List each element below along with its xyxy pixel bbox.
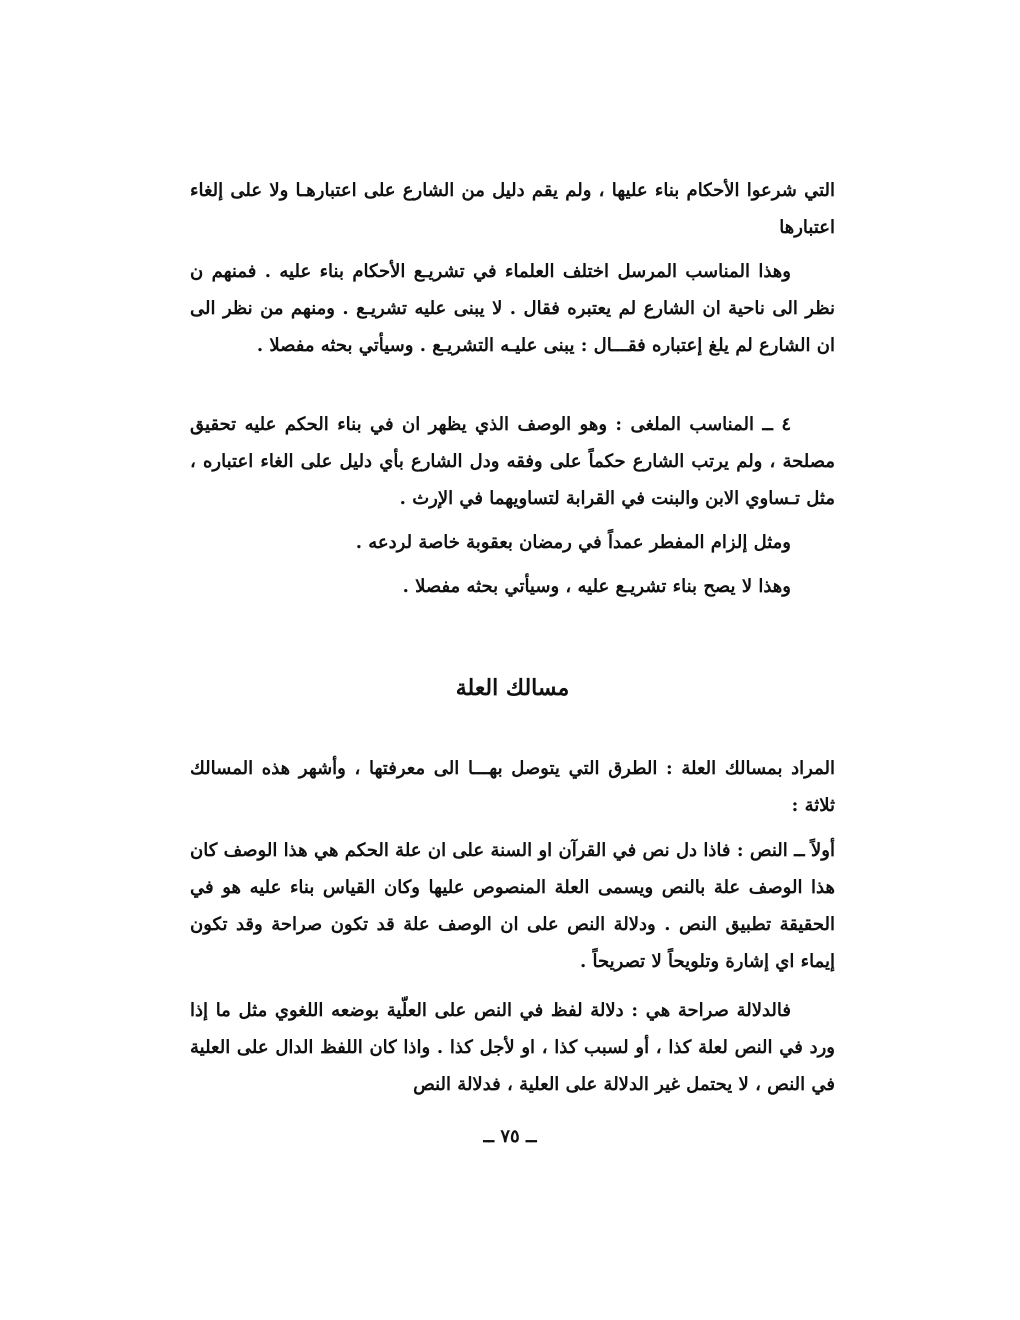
paragraph-5: [190, 568, 835, 605]
section-heading: مسالك العلة: [455, 675, 570, 701]
paragraph-text: وهذا المناسب المرسل اختلف العلماء في تشريـع الأحكام بناء عليه . فمنهم ن نظر الى ناحية ان الشارع لم يعتبره فقال . لا يبنى عليه تشريـع . ومنهم من نظر الى ان الشارع لم يلغ إعتباره فقـــال : يبنى عليـه التشريـع . وسيأتي بحثه مفصلا .: [190, 261, 835, 356]
section-paragraph-2: [190, 832, 835, 980]
page-number: ــ ٧٥ ــ: [483, 1126, 537, 1147]
paragraph-text: أولاً ــ النص : فاذا دل نص في القرآن او السنة على ان علة الحكم هي هذا الوصف كان هذا الوصف علة بالنص ويسمى العلة المنصوص عليها وكان القياس بناء عليه هو في الحقيقة تطبيق النص . ودلالة النص على ان الوصف علة قد تكون صراحة وقد تكون إيماء اي إشارة وتلويحاً لا تصريحاً .: [190, 840, 835, 972]
paragraph-text: المراد بمسالك العلة : الطرق التي يتوصل بهـــا الى معرفتها ، وأشهر هذه المسالك ثلاثة :: [190, 758, 835, 816]
paragraph-text: التي شرعوا الأحكام بناء عليها ، ولم يقم دليل من الشارع على اعتبارهـا ولا على إلغاء اعتبارها: [190, 180, 835, 238]
paragraph-text: فالدلالة صراحة هي : دلالة لفظ في النص على العلّية بوضعه اللغوي مثل ما إذا ورد في النص لعلة كذا ، أو لسبب كذا ، او لأجل كذا . واذا كان اللفظ الدال على العلية في النص ، لا يحتمل غير الدلالة على العلية ، فدلالة النص: [190, 1000, 835, 1095]
paragraph-3: [190, 406, 835, 517]
section-paragraph-1: [190, 750, 835, 824]
section-paragraph-3: [190, 992, 835, 1103]
paragraph-2: [190, 253, 835, 364]
paragraph-text: وهذا لا يصح بناء تشريـع عليه ، وسيأتي بحثه مفصلا .: [402, 576, 791, 597]
paragraph-4: [190, 524, 835, 561]
paragraph-text: ومثل إلزام المفطر عمداً في رمضان بعقوبة خاصة لردعه .: [355, 532, 791, 553]
paragraph-text: ٤ ــ المناسب الملغى : وهو الوصف الذي يظهر ان في بناء الحكم عليه تحقيق مصلحة ، ولم يرتب الشارع حكماً على وفقه ودل الشارع بأي دليل على الغاء اعتباره ، مثل تـساوي الابن والبنت في القرابة لتساويهما في الإرث .: [190, 414, 835, 509]
paragraph-1: [190, 172, 835, 246]
